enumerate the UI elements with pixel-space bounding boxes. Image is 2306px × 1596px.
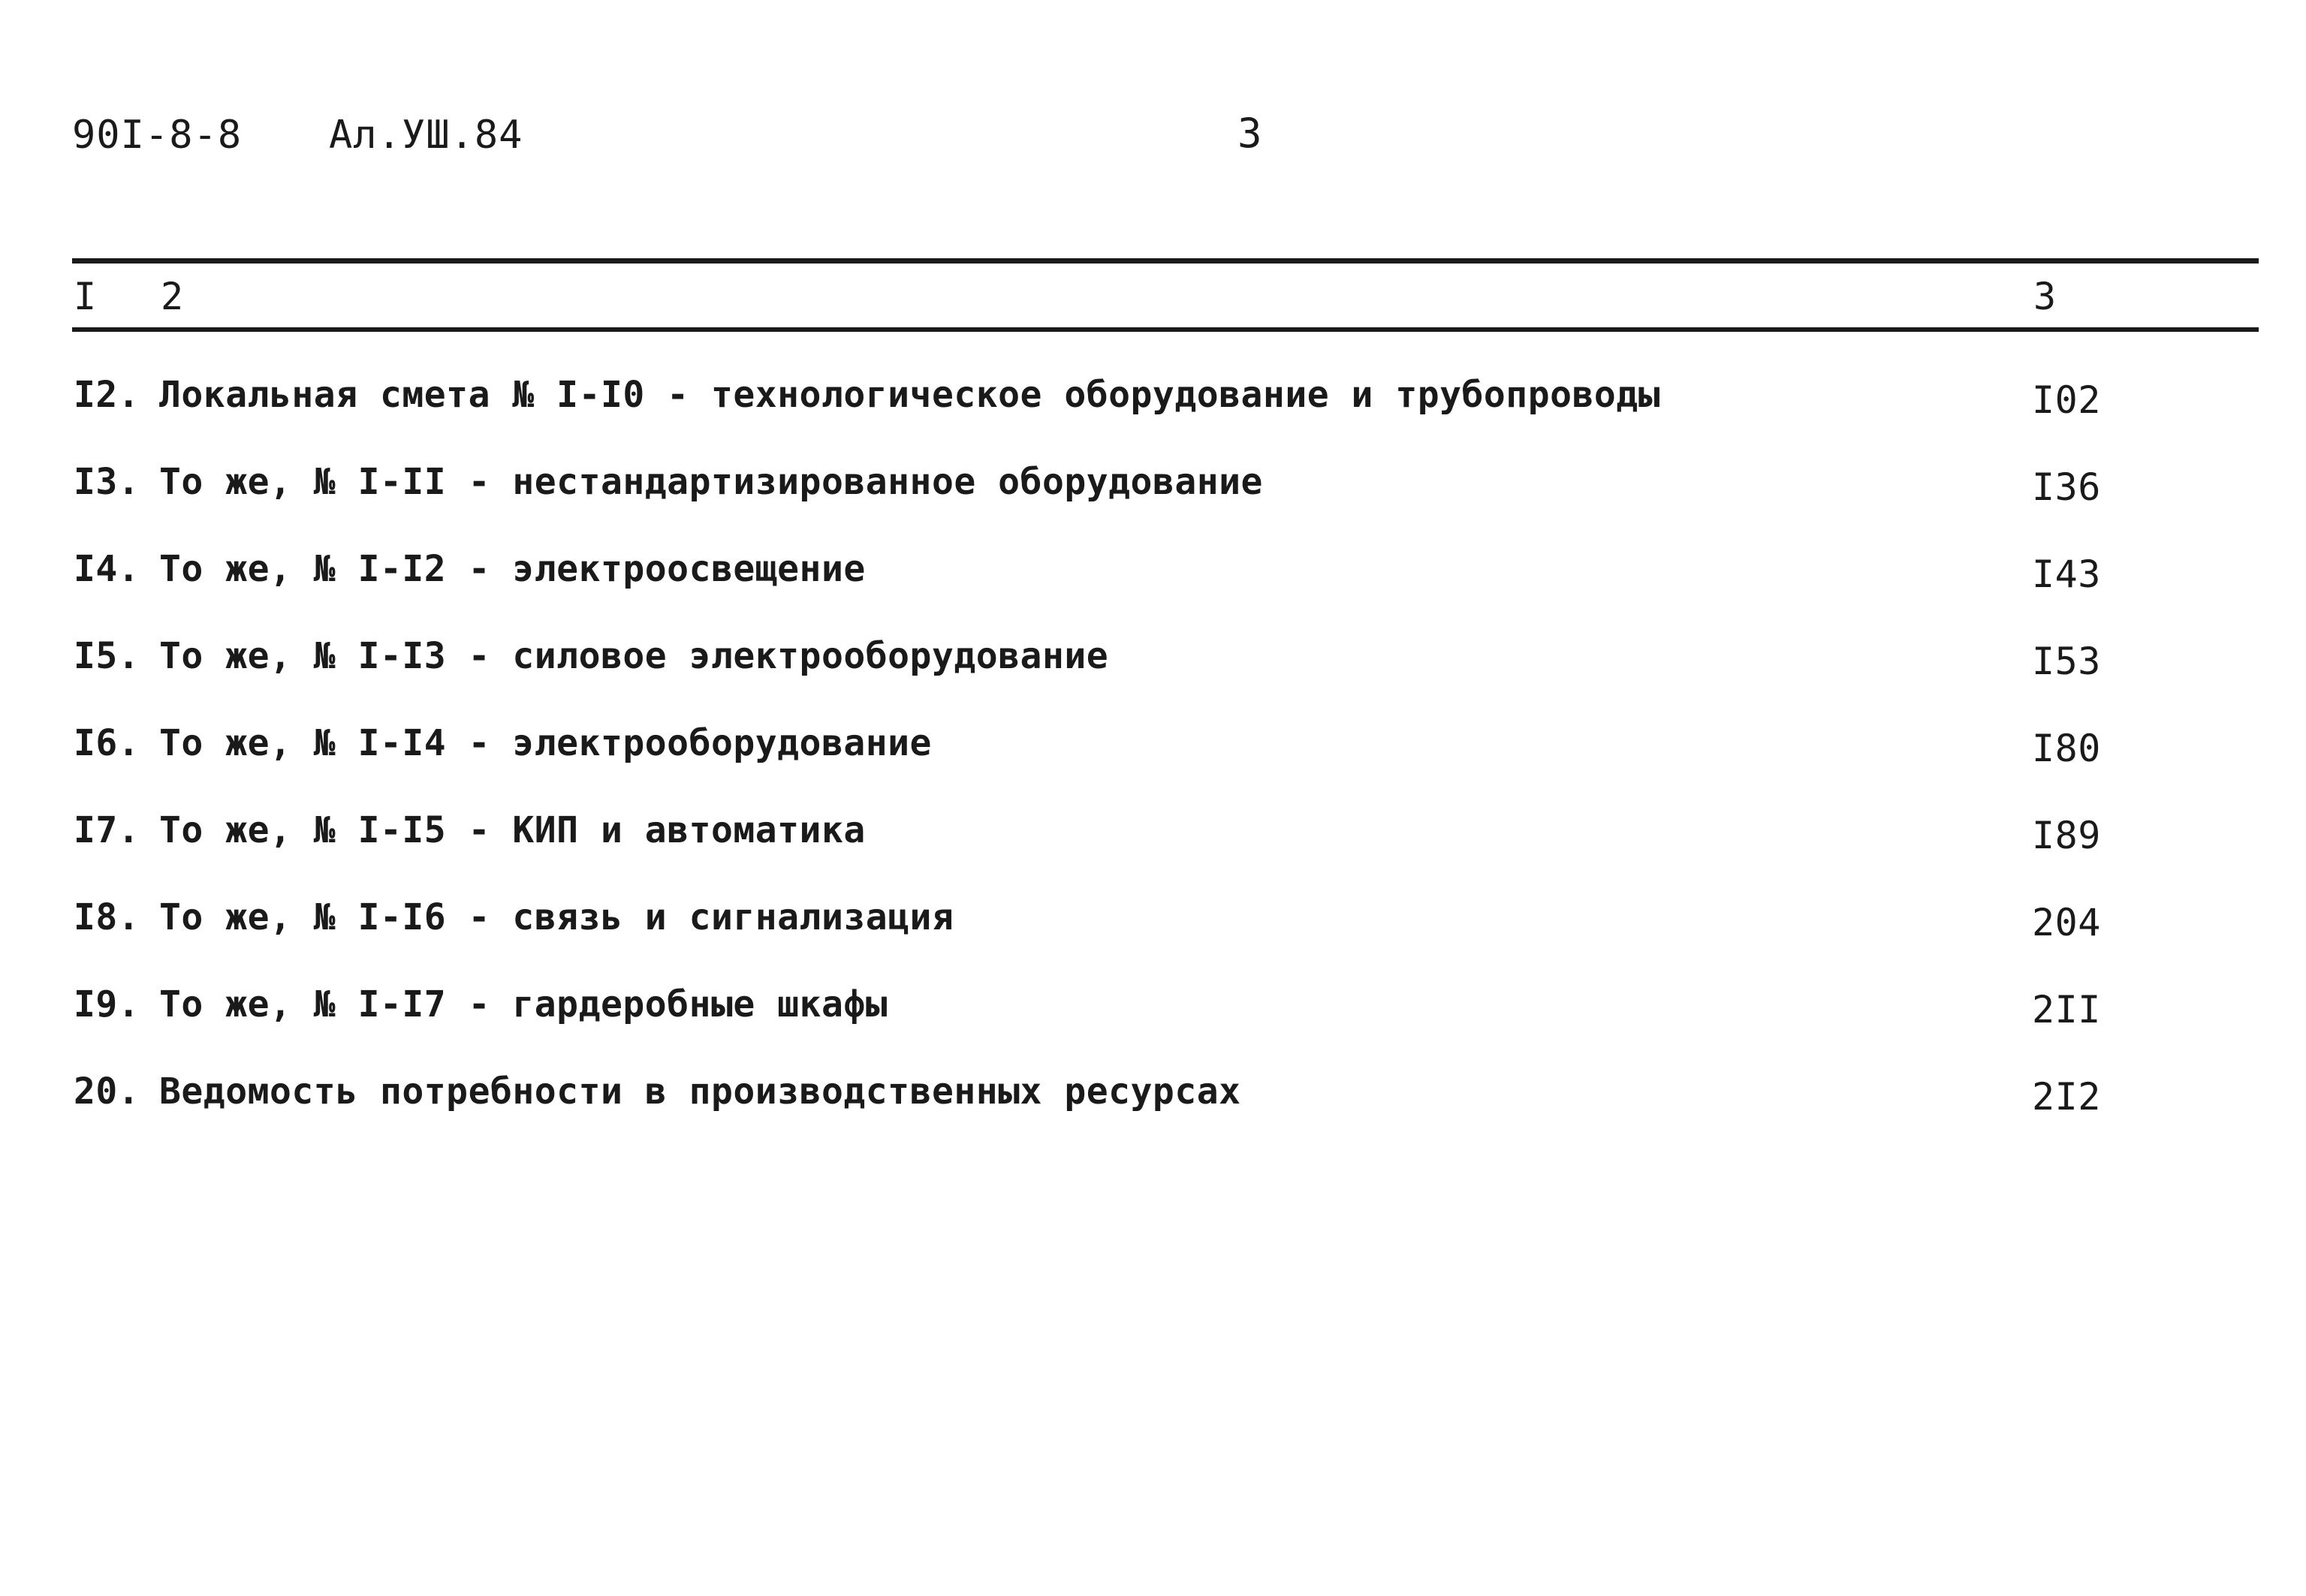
list-item	[72, 374, 2259, 461]
table-top-rule	[72, 258, 2259, 263]
item-number: I7.	[74, 809, 140, 851]
list-item	[72, 896, 2259, 983]
item-number: I9.	[74, 983, 140, 1025]
list-item	[72, 548, 2259, 635]
list-item	[72, 1071, 2259, 1158]
item-number: I3.	[74, 461, 140, 503]
item-number: I2.	[74, 374, 140, 416]
column-header-1: I	[74, 275, 97, 318]
item-page: I36	[2032, 465, 2101, 509]
item-title: То же, № I-I7 - гардеробные шкафы	[159, 983, 888, 1025]
column-header-3: 3	[2033, 275, 2057, 318]
list-item	[72, 809, 2259, 896]
item-page: I89	[2032, 814, 2101, 857]
album-reference: Ал.УШ.84	[329, 113, 523, 158]
item-title: То же, № I-I6 - связь и сигнализация	[159, 896, 954, 938]
item-page: 204	[2032, 901, 2101, 944]
contents-list	[72, 374, 2259, 1158]
list-item	[72, 722, 2259, 809]
item-title: То же, № I-II - нестандартизированное оборудование	[159, 461, 1263, 503]
item-title: То же, № I-I3 - силовое электрооборудование	[159, 635, 1109, 677]
table-header-rule	[72, 327, 2259, 332]
list-item	[72, 461, 2259, 548]
item-number: I4.	[74, 548, 140, 590]
item-page: I53	[2032, 640, 2101, 683]
item-page: I80	[2032, 727, 2101, 770]
item-number: 20.	[74, 1071, 140, 1113]
item-number: I5.	[74, 635, 140, 677]
item-number: I6.	[74, 722, 140, 764]
item-page: I02	[2032, 378, 2101, 422]
page-number: 3	[1237, 110, 1262, 157]
item-number: I8.	[74, 896, 140, 938]
item-title: То же, № I-I4 - электрооборудование	[159, 722, 932, 764]
item-title: Локальная смета № I-I0 - технологическое оборудование и трубопроводы	[159, 374, 1661, 416]
list-item	[72, 635, 2259, 722]
item-page: 2II	[2032, 988, 2101, 1031]
list-item	[72, 983, 2259, 1071]
item-page: I43	[2032, 553, 2101, 596]
item-page: 2I2	[2032, 1075, 2101, 1119]
item-title: Ведомость потребности в производственных ресурсах	[159, 1071, 1241, 1113]
document-code: 90I-8-8	[72, 113, 243, 158]
item-title: То же, № I-I2 - электроосвещение	[159, 548, 866, 590]
item-title: То же, № I-I5 - КИП и автоматика	[159, 809, 866, 851]
column-header-2: 2	[161, 275, 184, 318]
